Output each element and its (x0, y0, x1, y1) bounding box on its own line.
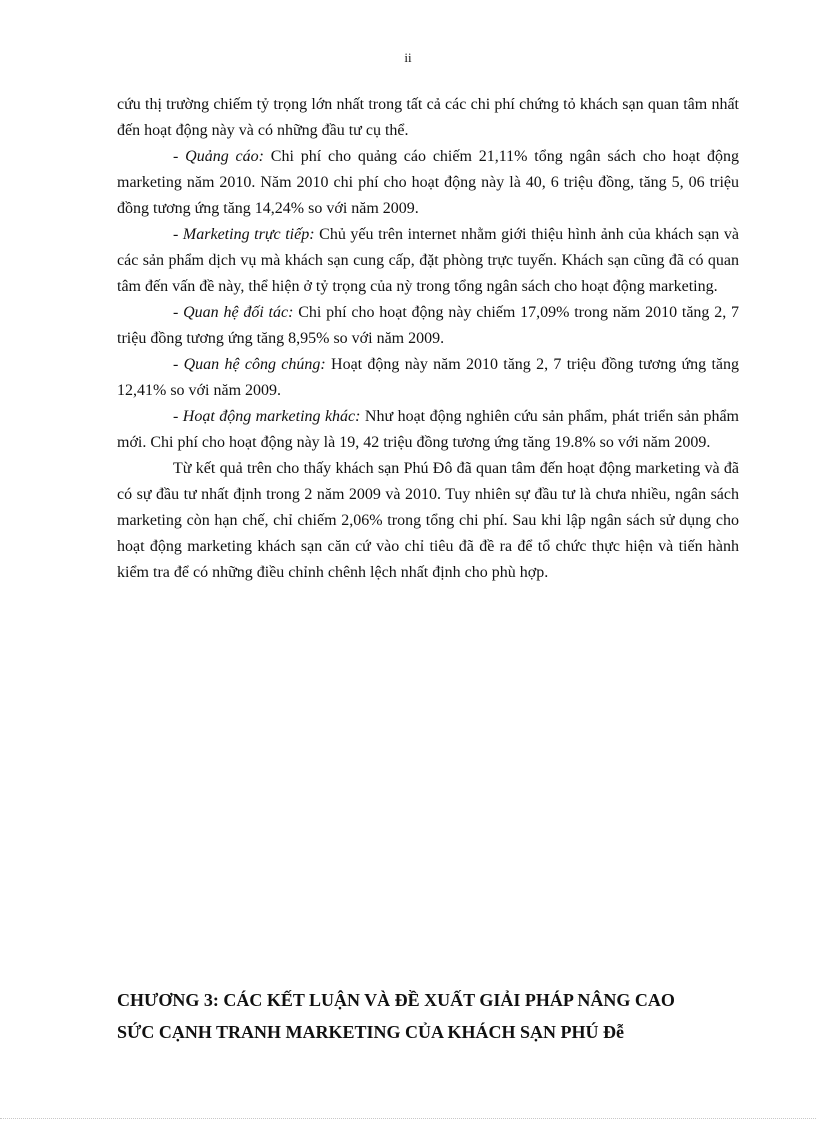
paragraph-public-relations (117, 352, 739, 404)
paragraph-advertising (117, 144, 739, 222)
page-bottom-divider (0, 1118, 816, 1119)
paragraph-lead: - Marketing trực tiếp: (173, 226, 315, 243)
page-number: ii (404, 50, 412, 65)
chapter-title-line-1: CHƯƠNG 3: CÁC KẾT LUẬN VÀ ĐỀ XUẤT GIẢI PHÁP NÂNG CAO (117, 990, 675, 1010)
body-text (117, 92, 739, 586)
paragraph-text: Chủ yếu trên internet nhằm giới thiệu hình ảnh của khách sạn và các sản phẩm dịch vụ mà khách sạn cung cấp, đặt phòng trực tuyến. Khách sạn cũng đã có quan tâm đến vấn đề này, thể hiện ở tỷ trọng của nỳ trong tổng ngân sách cho hoạt động marketing. (117, 226, 739, 295)
chapter-title (117, 984, 739, 1048)
paragraph-text: Chi phí cho hoạt động này chiếm 17,09% trong năm 2010 tăng 2, 7 triệu đồng tương ứng tăng 8,95% so với năm 2009. (117, 304, 739, 347)
paragraph-conclusion (117, 456, 739, 586)
paragraph-lead: - Quan hệ công chúng: (173, 356, 326, 373)
paragraph-lead: - Quan hệ đối tác: (173, 304, 294, 321)
paragraph-direct-marketing (117, 222, 739, 300)
paragraph-other-marketing (117, 404, 739, 456)
paragraph-partner-relations (117, 300, 739, 352)
paragraph-text: Hoạt động này năm 2010 tăng 2, 7 triệu đồng tương ứng tăng 12,41% so với năm 2009. (117, 356, 740, 399)
paragraph-text: cứu thị trường chiếm tỷ trọng lớn nhất trong tất cả các chi phí chứng tỏ khách sạn quan tâm nhất đến hoạt động này và có những đầu tư cụ thể. (117, 96, 739, 139)
paragraph-lead: - Hoạt động marketing khác: (173, 408, 361, 425)
paragraph-lead: - Quảng cáo: (173, 148, 264, 165)
paragraph-text: Như hoạt động nghiên cứu sản phẩm, phát triển sản phẩm mới. Chi phí cho hoạt động này là 19, 42 triệu đồng tương ứng tăng 19.8% so với năm 2009. (117, 408, 739, 451)
paragraph-continuation (117, 92, 739, 144)
paragraph-text: Chi phí cho quảng cáo chiếm 21,11% tổng ngân sách cho hoạt động marketing năm 2010. Năm 2010 chi phí cho hoạt động này là 40, 6 triệu đồng, tăng 5, 06 triệu đồng tương ứng tăng 14,24% so với năm 2009. (117, 148, 740, 217)
chapter-title-line-2: SỨC CẠNH TRANH MARKETING CỦA KHÁCH SẠN PHÚ Đễ (117, 1022, 625, 1042)
paragraph-text: Từ kết quả trên cho thấy khách sạn Phú Đô đã quan tâm đến hoạt động marketing và đã có sự đầu tư nhất định trong 2 năm 2009 và 2010. Tuy nhiên sự đầu tư là chưa nhiều, ngân sách marketing còn hạn chế, chỉ chiếm 2,06% trong tổng chi phí. Sau khi lập ngân sách sử dụng cho hoạt động marketing khách sạn căn cứ vào chỉ tiêu đã đề ra để tổ chức thực hiện và tiến hành kiểm tra để có những điều chỉnh chênh lệch nhất định cho phù hợp. (117, 460, 739, 581)
